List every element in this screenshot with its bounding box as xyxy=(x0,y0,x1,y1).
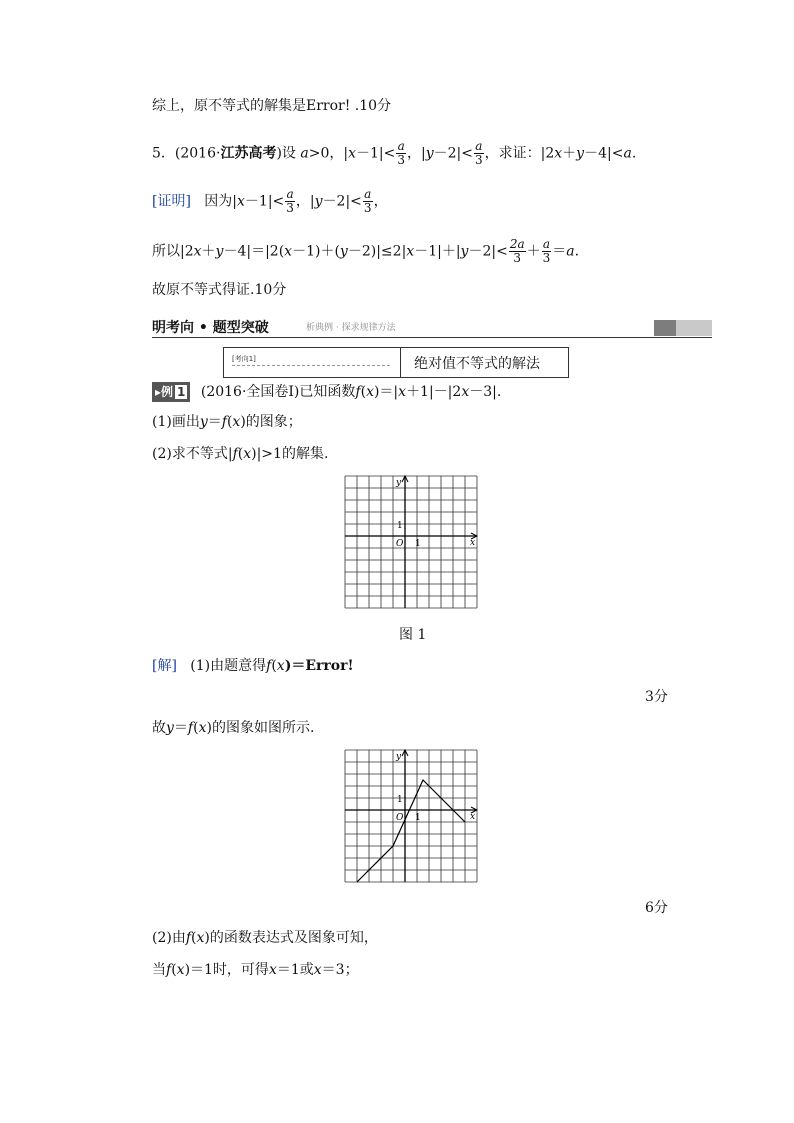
example-1 xyxy=(152,382,501,402)
ex-var: x xyxy=(398,384,407,400)
fraction-2a-over-3: $\frac{2a}{3}$ xyxy=(509,237,525,265)
score-6: 6分 xyxy=(645,900,668,916)
p5-var: x xyxy=(554,145,563,162)
fraction-a-over-3: $\frac{a}{3}$ xyxy=(286,187,294,215)
p5-text: 5．(2016· xyxy=(152,145,221,162)
figure-caption: 图 1 xyxy=(399,627,427,643)
so-var: y xyxy=(339,243,348,260)
problem-5 xyxy=(152,140,636,167)
y-tick-1: 1 xyxy=(397,521,403,531)
p5-text: －2|< xyxy=(433,145,473,162)
proof-text: 因为| xyxy=(204,193,238,210)
proof-var: x xyxy=(237,193,245,210)
p5-text: ，求证：|2 xyxy=(484,145,555,162)
topic-title: 绝对值不等式的解法 xyxy=(414,356,540,372)
p5-var: x xyxy=(348,145,356,162)
p5-text: )设 xyxy=(276,145,301,162)
p5-var: a xyxy=(300,145,309,162)
question-1: (1)画出y＝f(x)的图象； xyxy=(152,414,302,430)
origin-label: O xyxy=(396,539,404,549)
proof-var: y xyxy=(314,193,323,210)
so-text: ＋ xyxy=(526,243,541,260)
x-tick-1: 1 xyxy=(415,813,421,823)
function-line xyxy=(357,780,465,882)
topic-label: [考向1] xyxy=(232,355,256,363)
section-subtitle: 析典例 · 探求规律方法 xyxy=(306,323,396,333)
function-graph-figure xyxy=(344,749,478,883)
p5-text: ＋ xyxy=(562,145,577,162)
so-var: x xyxy=(406,243,415,260)
x-axis-label: x xyxy=(470,538,476,548)
question-2: (2)求不等式|f(x)|>1的解集. xyxy=(152,446,329,462)
header-bar-dark xyxy=(654,320,676,336)
x-axis-label: x xyxy=(470,812,476,822)
p5-var: a xyxy=(623,145,632,162)
ex-text: )＝| xyxy=(373,384,399,400)
so-text: ＝ xyxy=(552,243,567,260)
fraction-a-over-3: $\frac{a}{3}$ xyxy=(475,139,483,167)
part2-line: (2)由f(x)的函数表达式及图象可知， xyxy=(152,930,378,946)
ex-text: ＋1|－|2 xyxy=(406,384,462,400)
so-var: a xyxy=(566,243,575,260)
origin-label: O xyxy=(396,813,404,823)
section-title: 明考向 • 题型突破 xyxy=(152,320,269,336)
ex-var: x xyxy=(461,384,470,400)
empty-grid-figure xyxy=(344,475,478,609)
so-var: x xyxy=(193,243,202,260)
score-3: 3分 xyxy=(645,689,668,705)
graph-desc-line: 故y＝f(x)的图象如图所示. xyxy=(152,720,315,736)
proof-text: ， xyxy=(373,193,388,210)
y-axis-label: y xyxy=(396,478,402,488)
so-text: －1)＋( xyxy=(292,243,340,260)
solution-tag: [解] xyxy=(152,658,177,674)
header-rule xyxy=(152,337,712,338)
so-text: 所以|2 xyxy=(152,243,194,260)
fraction-a-over-3: $\frac{a}{3}$ xyxy=(363,187,372,215)
summary-line xyxy=(152,96,391,116)
p5-source: 江苏高考 xyxy=(220,145,277,162)
proof-text: ，| xyxy=(295,193,315,210)
so-var: y xyxy=(215,243,224,260)
header-bar-light xyxy=(676,320,712,336)
so-var: y xyxy=(460,243,469,260)
p5-text: >0，| xyxy=(308,145,349,162)
p5-text: ，| xyxy=(407,145,426,162)
ex-text: ( xyxy=(360,384,367,400)
proof-text: －2|< xyxy=(322,193,362,210)
ex-var: f xyxy=(355,384,361,400)
y-axis-label: y xyxy=(396,752,402,762)
proof-text: －1|< xyxy=(244,193,285,210)
so-text: －1|＋| xyxy=(414,243,461,260)
ex-text: (2016·全国卷Ⅰ)已知函数 xyxy=(200,384,356,400)
so-text: ＋ xyxy=(201,243,216,260)
p5-var: y xyxy=(576,145,585,162)
p5-text: －1|< xyxy=(356,145,396,162)
summary-text: 综上，原不等式的解集是Error! .10分 xyxy=(152,98,392,114)
conclusion-line xyxy=(152,280,286,300)
ex-var: x xyxy=(366,384,374,400)
y-tick-1: 1 xyxy=(397,795,403,805)
topic-label-cell xyxy=(224,348,401,377)
solution-line: [解] (1)由题意得f(x)＝Error! xyxy=(152,658,354,674)
fraction-a-over-3: $\frac{a}{3}$ xyxy=(397,139,405,167)
so-text: －4|＝|2( xyxy=(223,243,285,260)
section-header xyxy=(152,318,712,338)
conclusion-text: 故原不等式得证.10分 xyxy=(152,282,287,298)
example-tag: ▸例 1 xyxy=(152,382,190,402)
proof-line xyxy=(152,188,388,215)
so-var: x xyxy=(284,243,293,260)
topic-dash xyxy=(232,365,390,366)
x-tick-1: 1 xyxy=(415,539,421,549)
so-text: －2|< xyxy=(468,243,508,260)
topic-box xyxy=(223,347,569,378)
p5-text: －4|< xyxy=(584,145,624,162)
so-text: －2)|≤2| xyxy=(347,243,407,260)
fraction-a-over-3: $\frac{a}{3}$ xyxy=(542,237,551,265)
p5-text: . xyxy=(631,145,637,162)
p5-var: y xyxy=(425,145,434,162)
so-line xyxy=(152,238,579,265)
part3-line: 当f(x)＝1时，可得x＝1或x＝3； xyxy=(152,962,359,978)
so-text: . xyxy=(574,243,580,260)
ex-text: －3|. xyxy=(469,384,502,400)
proof-tag: [证明] xyxy=(152,193,191,210)
